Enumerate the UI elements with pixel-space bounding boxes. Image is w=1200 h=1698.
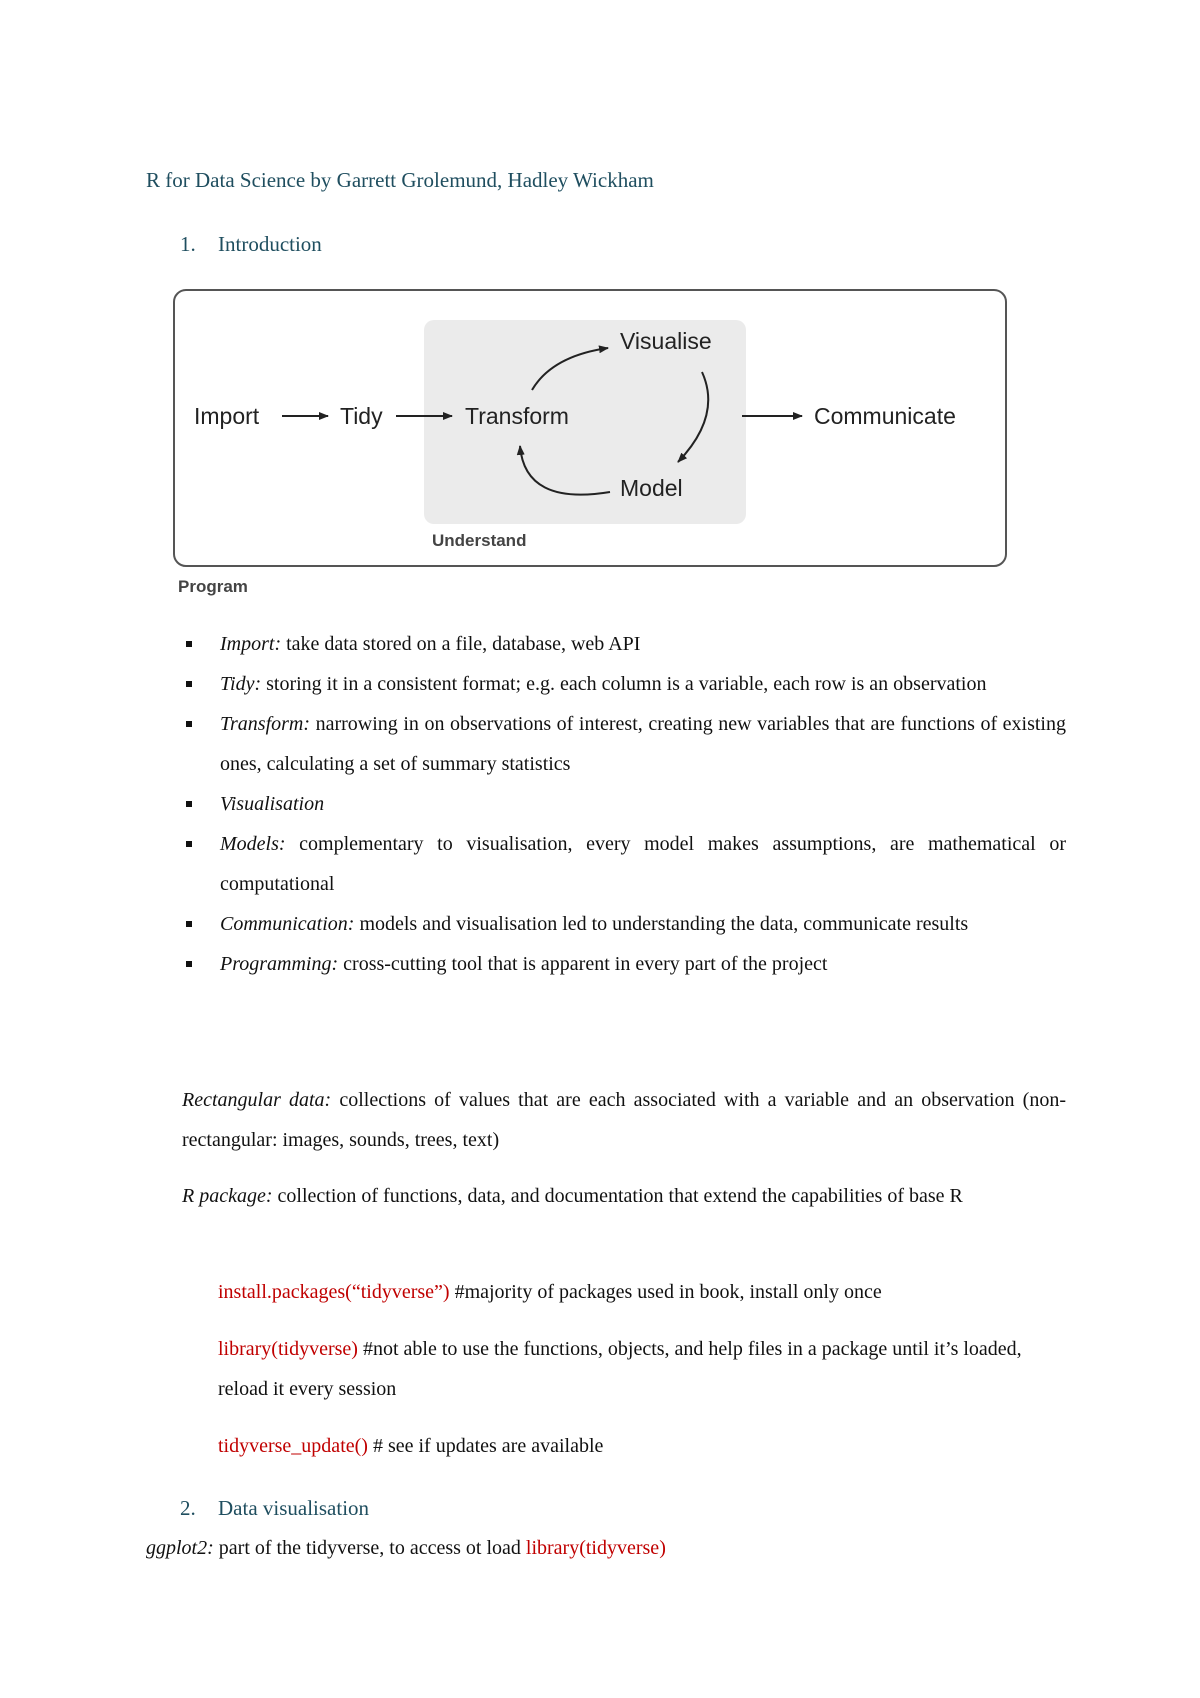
node-tidy: Tidy [340, 403, 383, 429]
label-program: Program [178, 577, 248, 596]
workflow-bullet-list [186, 624, 1066, 984]
paragraph-term: Rectangular data: [182, 1089, 332, 1111]
node-transform: Transform [465, 403, 569, 429]
paragraph-rectangular-data [182, 1080, 1066, 1160]
bullet-square [186, 681, 192, 687]
list-item [186, 904, 1066, 944]
code-comment: #not able to use the functions, objects, and help files in a package until it’s loaded, reload it every session [218, 1338, 1022, 1400]
code-line-update [218, 1426, 1058, 1466]
bullet-square [186, 921, 192, 927]
data-science-workflow-diagram [170, 286, 1010, 596]
paragraph-text: part of the tidyverse, to access ot load [213, 1537, 526, 1559]
code-line-library [218, 1329, 1058, 1409]
bullet-text: complementary to visualisation, every model makes assumptions, are mathematical or computational [220, 833, 1066, 895]
node-import: Import [194, 403, 260, 429]
heading-introduction [180, 232, 322, 257]
bullet-square [186, 961, 192, 967]
code-snippet: library(tidyverse) [525, 1537, 666, 1559]
document-title: R for Data Science by Garrett Grolemund, Hadley Wickham [146, 168, 654, 192]
node-visualise: Visualise [620, 328, 712, 354]
list-item [186, 824, 1066, 904]
code-snippet: install.packages(“tidyverse”) [218, 1281, 450, 1303]
bullet-square [186, 841, 192, 847]
list-item [186, 784, 1066, 824]
heading-number: 2. [180, 1496, 196, 1520]
paragraph-text: collections of values that are each associated with a variable and an observation (non- rectangular: images, sounds, trees, text) [182, 1089, 1066, 1151]
heading-text: Introduction [218, 232, 322, 256]
code-snippet: tidyverse_update() [218, 1435, 368, 1457]
bullet-text: storing it in a consistent format; e.g. each column is a variable, each row is an observation [261, 673, 987, 695]
heading-data-visualisation [180, 1496, 369, 1521]
bullet-term: Models: [220, 833, 286, 855]
list-item [186, 704, 1066, 784]
bullet-text: take data stored on a file, database, web API [281, 633, 641, 655]
paragraph-term: ggplot2: [146, 1537, 214, 1559]
paragraph-term: R package: [182, 1185, 273, 1207]
node-model: Model [620, 475, 683, 501]
code-comment: #majority of packages used in book, install only once [449, 1281, 882, 1303]
bullet-term: Visualisation [220, 793, 325, 815]
code-comment: # see if updates are available [367, 1435, 604, 1457]
bullet-text: narrowing in on observations of interest, creating new variables that are functions of existing ones, calculating a set of summary statistics [220, 713, 1066, 775]
bullet-text: cross-cutting tool that is apparent in every part of the project [338, 953, 828, 975]
paragraph-ggplot2 [146, 1528, 1030, 1568]
bullet-term: Programming: [220, 953, 339, 975]
list-item [186, 944, 1066, 984]
heading-text: Data visualisation [218, 1496, 370, 1520]
workflow-svg [170, 286, 1010, 596]
bullet-square [186, 641, 192, 647]
heading-number: 1. [180, 232, 196, 256]
code-snippet: library(tidyverse) [218, 1338, 358, 1360]
list-item [186, 624, 1066, 664]
label-understand: Understand [432, 531, 527, 550]
bullet-text: models and visualisation led to understanding the data, communicate results [354, 913, 969, 935]
paragraph-r-package [182, 1176, 1066, 1216]
bullet-term: Transform: [220, 713, 311, 735]
bullet-square [186, 721, 192, 727]
bullet-term: Tidy: [220, 673, 262, 695]
code-line-install [218, 1272, 1058, 1312]
list-item [186, 664, 1066, 704]
node-communicate: Communicate [814, 403, 956, 429]
bullet-square [186, 801, 192, 807]
bullet-term: Import: [220, 633, 282, 655]
bullet-term: Communication: [220, 913, 355, 935]
paragraph-text: collection of functions, data, and documentation that extend the capabilities of base R [272, 1185, 963, 1207]
